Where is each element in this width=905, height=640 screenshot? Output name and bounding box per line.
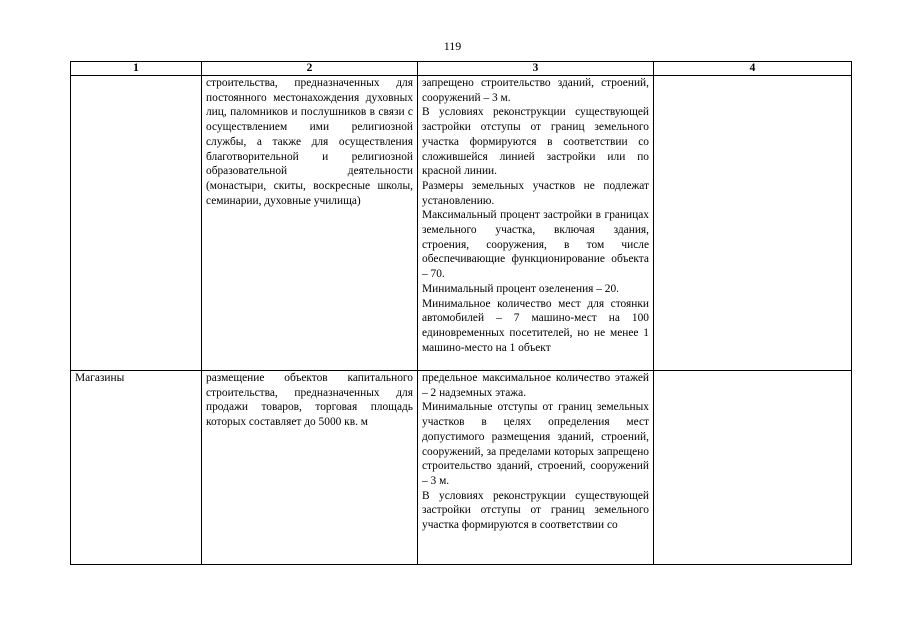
use-type-parameters (418, 371, 654, 565)
use-type-description (202, 371, 418, 565)
parameter-paragraph: В условиях реконструкции существующей застройки отступы от границ земельного участка формируются в соответствии со (422, 489, 649, 532)
table-row (71, 76, 852, 371)
parameter-paragraph: Размеры земельных участков не подлежат установлению. (422, 179, 649, 207)
use-type-description (202, 76, 418, 371)
description-text: строительства, предназначенных для постоянного местонахождения духовных лиц, паломников и послушников в связи с осуществлением ими религиозной службы, а также для осуществления благотворительной и религиозной образовательной деятельности (монастыри, скиты, воскресные школы, семинарии, духовные училища) (206, 77, 413, 207)
parameter-paragraph: Минимальные отступы от границ земельных участков в целях определения мест допустимого размещения зданий, строений, сооружений, за пределами которых запрещено строительство зданий, строений, сооружений – 3 м. (422, 401, 649, 487)
parameter-paragraph: запрещено строительство зданий, строений, сооружений – 3 м. (422, 77, 649, 104)
page-number: 119 (443, 39, 462, 53)
parameter-paragraph: Минимальное количество мест для стоянки автомобилей – 7 машино-мест на 100 единовременных посетителей, но не менее 1 машино-место на 1 объект (422, 297, 649, 354)
use-type-name (71, 76, 202, 371)
use-type-note (654, 76, 852, 371)
column-header-2: 2 (202, 62, 418, 76)
table-header-row (71, 62, 852, 76)
use-type-note (654, 371, 852, 565)
column-header-3: 3 (418, 62, 654, 76)
table-row (71, 371, 852, 565)
regulations-table (70, 61, 852, 565)
column-header-4: 4 (654, 62, 852, 76)
description-text: размещение объектов капитального строительства, предназначенных для продажи товаров, торговая площадь которых составляет до 5000 кв. м (206, 372, 413, 429)
column-header-1: 1 (71, 62, 202, 76)
parameter-paragraph: Минимальный процент озеленения – 20. (422, 282, 620, 295)
parameter-paragraph: Максимальный процент застройки в границах земельного участка, включая здания, строения, сооружения, в том числе обеспечивающие функционирование объекта – 70. (422, 209, 649, 281)
use-type-name: Магазины (71, 371, 202, 565)
parameter-paragraph: В условиях реконструкции существующей застройки отступы от границ земельного участка формируются в соответствии со сложившейся линией застройки или по красной линии. (422, 106, 649, 178)
use-type-parameters (418, 76, 654, 371)
parameter-paragraph: предельное максимальное количество этажей – 2 надземных этажа. (422, 372, 649, 399)
